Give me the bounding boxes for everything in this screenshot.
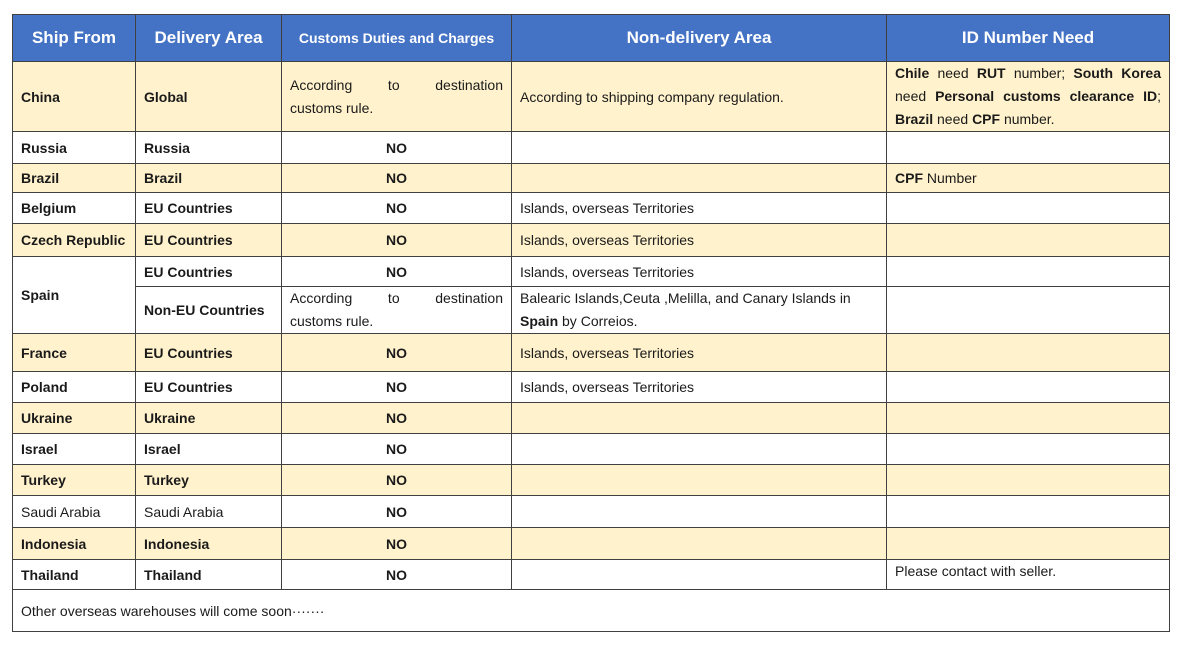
id-text: Number: [923, 170, 977, 186]
id-number-cell: [887, 334, 1170, 372]
non-delivery-cell: [512, 496, 887, 528]
delivery-area-cell: EU Countries: [136, 193, 282, 224]
table-row: [13, 560, 1170, 590]
footer-row: [13, 590, 1170, 632]
header-row: [13, 15, 1170, 62]
delivery-area-cell: Indonesia: [136, 528, 282, 560]
customs-cell: NO: [282, 164, 512, 193]
ship-from-cell: Ukraine: [13, 403, 136, 434]
non-delivery-cell: [512, 132, 887, 164]
delivery-area-cell: Thailand: [136, 560, 282, 590]
non-delivery-cell: Islands, overseas Territories: [512, 257, 887, 287]
id-number-cell: [887, 132, 1170, 164]
id-chile: Chile: [895, 65, 930, 81]
id-number-cell: [887, 403, 1170, 434]
ship-from-cell: Israel: [13, 434, 136, 465]
delivery-area-cell: Brazil: [136, 164, 282, 193]
ship-from-cell: Saudi Arabia: [13, 496, 136, 528]
header-ship-from: Ship From: [13, 15, 136, 62]
delivery-area-cell: EU Countries: [136, 372, 282, 403]
shipping-table: [12, 14, 1170, 632]
table-row: [13, 334, 1170, 372]
id-brazil: Brazil: [895, 111, 934, 127]
customs-cell: NO: [282, 257, 512, 287]
non-delivery-cell: [512, 465, 887, 496]
id-number-cell: [887, 372, 1170, 403]
delivery-area-cell: Saudi Arabia: [136, 496, 282, 528]
delivery-area-cell: EU Countries: [136, 334, 282, 372]
id-text: ;: [1157, 88, 1161, 104]
id-number-cell: [887, 434, 1170, 465]
nd-spain: Spain: [520, 313, 559, 329]
customs-cell: NO: [282, 224, 512, 257]
customs-cell: NO: [282, 496, 512, 528]
id-number-cell: [887, 528, 1170, 560]
id-number-cell: [887, 257, 1170, 287]
table-row: [13, 496, 1170, 528]
table-row: [13, 193, 1170, 224]
ship-from-cell: France: [13, 334, 136, 372]
non-delivery-cell: Islands, overseas Territories: [512, 372, 887, 403]
delivery-area-cell: Russia: [136, 132, 282, 164]
ship-from-cell: Turkey: [13, 465, 136, 496]
id-number-cell: [887, 62, 1170, 132]
ship-from-cell: Thailand: [13, 560, 136, 590]
delivery-area-cell: EU Countries: [136, 224, 282, 257]
customs-cell: NO: [282, 434, 512, 465]
id-cpf: CPF: [895, 170, 923, 186]
table-row: [13, 257, 1170, 287]
table-row: [13, 465, 1170, 496]
header-non-delivery: Non-delivery Area: [512, 15, 887, 62]
header-delivery-area: Delivery Area: [136, 15, 282, 62]
ship-from-cell: Belgium: [13, 193, 136, 224]
delivery-area-cell: Ukraine: [136, 403, 282, 434]
customs-cell: NO: [282, 560, 512, 590]
non-delivery-cell: Islands, overseas Territories: [512, 193, 887, 224]
id-number-cell: [887, 164, 1170, 193]
customs-cell: [282, 287, 512, 334]
id-number-cell: Please contact with seller.: [887, 560, 1170, 590]
delivery-area-cell: Non-EU Countries: [136, 287, 282, 334]
ship-from-cell: Czech Republic: [13, 224, 136, 257]
nd-correios: Correios: [580, 313, 634, 329]
ship-from-cell: Russia: [13, 132, 136, 164]
non-delivery-cell: [512, 434, 887, 465]
table-row: [13, 287, 1170, 334]
customs-line1: According to destination: [290, 290, 503, 306]
non-delivery-cell: [512, 403, 887, 434]
nd-line1: Balearic Islands,Ceuta ,Melilla, and Canary Islands in: [520, 290, 851, 306]
non-delivery-cell: Islands, overseas Territories: [512, 224, 887, 257]
footer-note: Other overseas warehouses will come soon·······: [13, 590, 1170, 632]
table-row: [13, 528, 1170, 560]
ship-from-cell: Brazil: [13, 164, 136, 193]
non-delivery-cell: Islands, overseas Territories: [512, 334, 887, 372]
ship-from-cell: Indonesia: [13, 528, 136, 560]
table-row: [13, 434, 1170, 465]
ship-from-cell: Poland: [13, 372, 136, 403]
id-text: need: [933, 111, 973, 127]
id-number-cell: [887, 465, 1170, 496]
header-customs: Customs Duties and Charges: [282, 15, 512, 62]
table-row: [13, 403, 1170, 434]
id-cpf: CPF: [972, 111, 1001, 127]
customs-cell: NO: [282, 132, 512, 164]
id-number-cell: [887, 287, 1170, 334]
customs-cell: NO: [282, 528, 512, 560]
id-text: need: [929, 65, 977, 81]
non-delivery-cell: [512, 528, 887, 560]
customs-cell: NO: [282, 193, 512, 224]
nd-dot: .: [633, 313, 638, 329]
delivery-area-cell: EU Countries: [136, 257, 282, 287]
table-row: [13, 164, 1170, 193]
id-number-cell: [887, 224, 1170, 257]
table-row: [13, 132, 1170, 164]
ship-from-cell: Spain: [13, 257, 136, 334]
customs-cell: NO: [282, 403, 512, 434]
non-delivery-cell: [512, 164, 887, 193]
id-text: number;: [1005, 65, 1074, 81]
non-delivery-cell: According to shipping company regulation.: [512, 62, 887, 132]
id-text: need: [895, 88, 936, 104]
customs-line2: customs rule.: [290, 99, 374, 116]
id-pcc: Personal customs clearance ID: [935, 88, 1158, 104]
non-delivery-cell: [512, 287, 887, 334]
table-row: [13, 62, 1170, 132]
table-row: [13, 224, 1170, 257]
delivery-area-cell: Turkey: [136, 465, 282, 496]
ship-from-cell: China: [13, 62, 136, 132]
table-row: [13, 372, 1170, 403]
header-id-number: ID Number Need: [887, 15, 1170, 62]
customs-cell: NO: [282, 372, 512, 403]
id-number-cell: [887, 496, 1170, 528]
customs-cell: NO: [282, 334, 512, 372]
customs-line2: customs rule.: [290, 313, 374, 329]
customs-cell: NO: [282, 465, 512, 496]
delivery-area-cell: Israel: [136, 434, 282, 465]
id-number-cell: [887, 193, 1170, 224]
nd-by: by: [558, 313, 581, 329]
non-delivery-cell: [512, 560, 887, 590]
id-text: number.: [1000, 111, 1055, 127]
id-rut: RUT: [976, 65, 1006, 81]
customs-cell: [282, 62, 512, 132]
delivery-area-cell: Global: [136, 62, 282, 132]
id-south-korea: South Korea: [1073, 65, 1161, 81]
customs-line1: According to destination: [290, 76, 503, 93]
